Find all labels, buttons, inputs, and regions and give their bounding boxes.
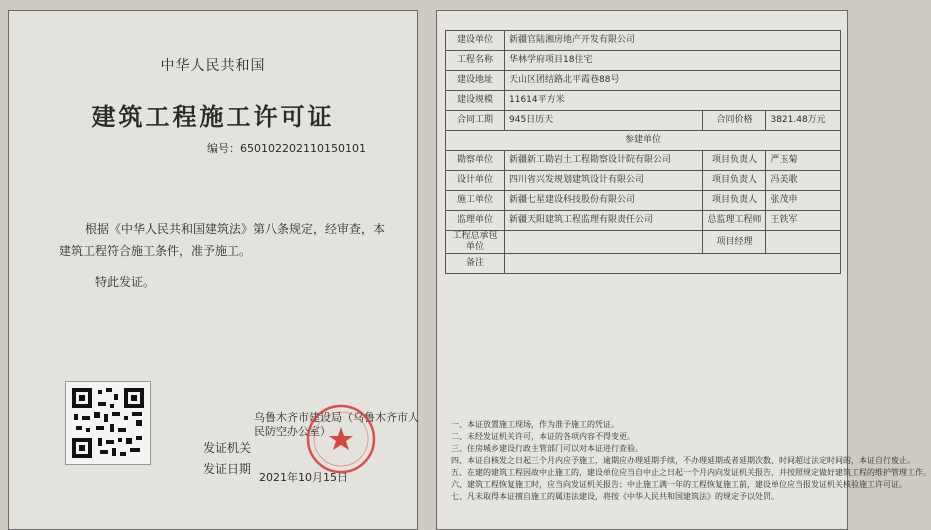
list-item: 七、凡未取得本证擅自施工的属违法建设，将按《中华人民共和国建筑法》的规定予以处罚。 [451,492,779,501]
project-info-table [445,30,841,274]
participant-org: 新疆七星建设科技股份有限公司 [505,191,703,211]
country-name: 中华人民共和国 [160,58,266,74]
table-row [446,91,841,111]
participant-role: 项目经理 [703,231,766,254]
participant-type: 勘察单位 [446,151,505,171]
issuance-statement: 特此发证。 [95,275,156,289]
contract-period-value: 945日历天 [505,111,703,131]
participant-role: 总监理工程师 [703,211,766,231]
participant-person [766,231,841,254]
issue-date-label: 发证日期 [203,462,252,476]
field-label: 工程名称 [446,51,505,71]
list-item: 六、建筑工程恢复施工时，应当向发证机关报告；中止施工满一年的工程恢复施工前，建设单位应当报发证机关核验施工许可证。 [451,480,907,489]
participant-org [505,231,703,254]
remarks-value [505,254,841,274]
participants-header: 参建单位 [446,131,841,151]
qr-code-icon [65,381,151,465]
participant-person: 严玉菊 [766,151,841,171]
field-label: 建设地址 [446,71,505,91]
field-label: 建设单位 [446,31,505,51]
list-item: 二、未经发证机关许可，本证的各项内容不得变更。 [451,432,635,441]
official-seal-icon [305,403,377,475]
notes-list [451,419,931,503]
participant-person: 王铁军 [766,211,841,231]
participant-type: 监理单位 [446,211,505,231]
participant-role: 项目负责人 [703,171,766,191]
table-row [446,211,841,231]
list-item: 一、本证放置施工现场，作为准予施工的凭证。 [451,420,619,429]
table-row [446,71,841,91]
table-row [446,254,841,274]
participant-type: 工程总承包单位 [446,231,505,254]
permit-number: 编号：650102202110150101 [207,142,366,155]
field-label: 建设规模 [446,91,505,111]
participant-person: 冯美歌 [766,171,841,191]
participant-org: 新疆天阳建筑工程监理有限责任公司 [505,211,703,231]
approval-text: 根据《中华人民共和国建筑法》第八条规定，经审查，本建筑工程符合施工条件，准予施工。 [59,222,386,258]
table-row [446,131,841,151]
table-row [446,231,841,254]
issuing-authority: 乌鲁木齐市建设局（乌鲁木齐市人民防空办公室） [254,411,419,438]
certificate-details-page [436,10,931,530]
participant-type: 设计单位 [446,171,505,191]
contract-period-label: 合同工期 [446,111,505,131]
participant-role: 项目负责人 [703,191,766,211]
participant-role: 项目负责人 [703,151,766,171]
field-value: 天山区团结路北平霞巷88号 [505,71,841,91]
contract-price-value: 3821.48万元 [766,111,841,131]
table-row [446,151,841,171]
certificate-front-page [8,10,418,530]
table-row [446,171,841,191]
participant-type: 施工单位 [446,191,505,211]
field-value: 新疆官陆湘房地产开发有限公司 [505,31,841,51]
field-value: 华林学府项目18住宅 [505,51,841,71]
participant-org: 四川省兴发规划建筑设计有限公司 [505,171,703,191]
participant-person: 张茂申 [766,191,841,211]
table-row [446,111,841,131]
list-item: 三、住房城乡建设行政主管部门可以对本证进行查验。 [451,444,643,453]
certificate-title: 建筑工程施工许可证 [91,103,335,131]
contract-price-label: 合同价格 [703,111,766,131]
issue-date: 2021年10月15日 [259,471,348,484]
table-row [446,51,841,71]
list-item: 五、在建的建筑工程因故中止施工的，建设单位应当自中止之日起一个月内向发证机关报告，并按照规定做好建筑工程的维护管理工作。 [451,468,931,477]
field-value: 11614平方米 [505,91,841,111]
remarks-label: 备注 [446,254,505,274]
table-row [446,191,841,211]
issuing-authority-label: 发证机关 [203,441,252,455]
list-item: 四、本证自核发之日起三个月内应予施工，逾期应办理延期手续，不办理延期或者延期次数、时间超过法定时间的，本证自行废止。 [451,456,915,465]
table-row [446,31,841,51]
participant-org: 新疆新工勘岩土工程勘察设计院有限公司 [505,151,703,171]
